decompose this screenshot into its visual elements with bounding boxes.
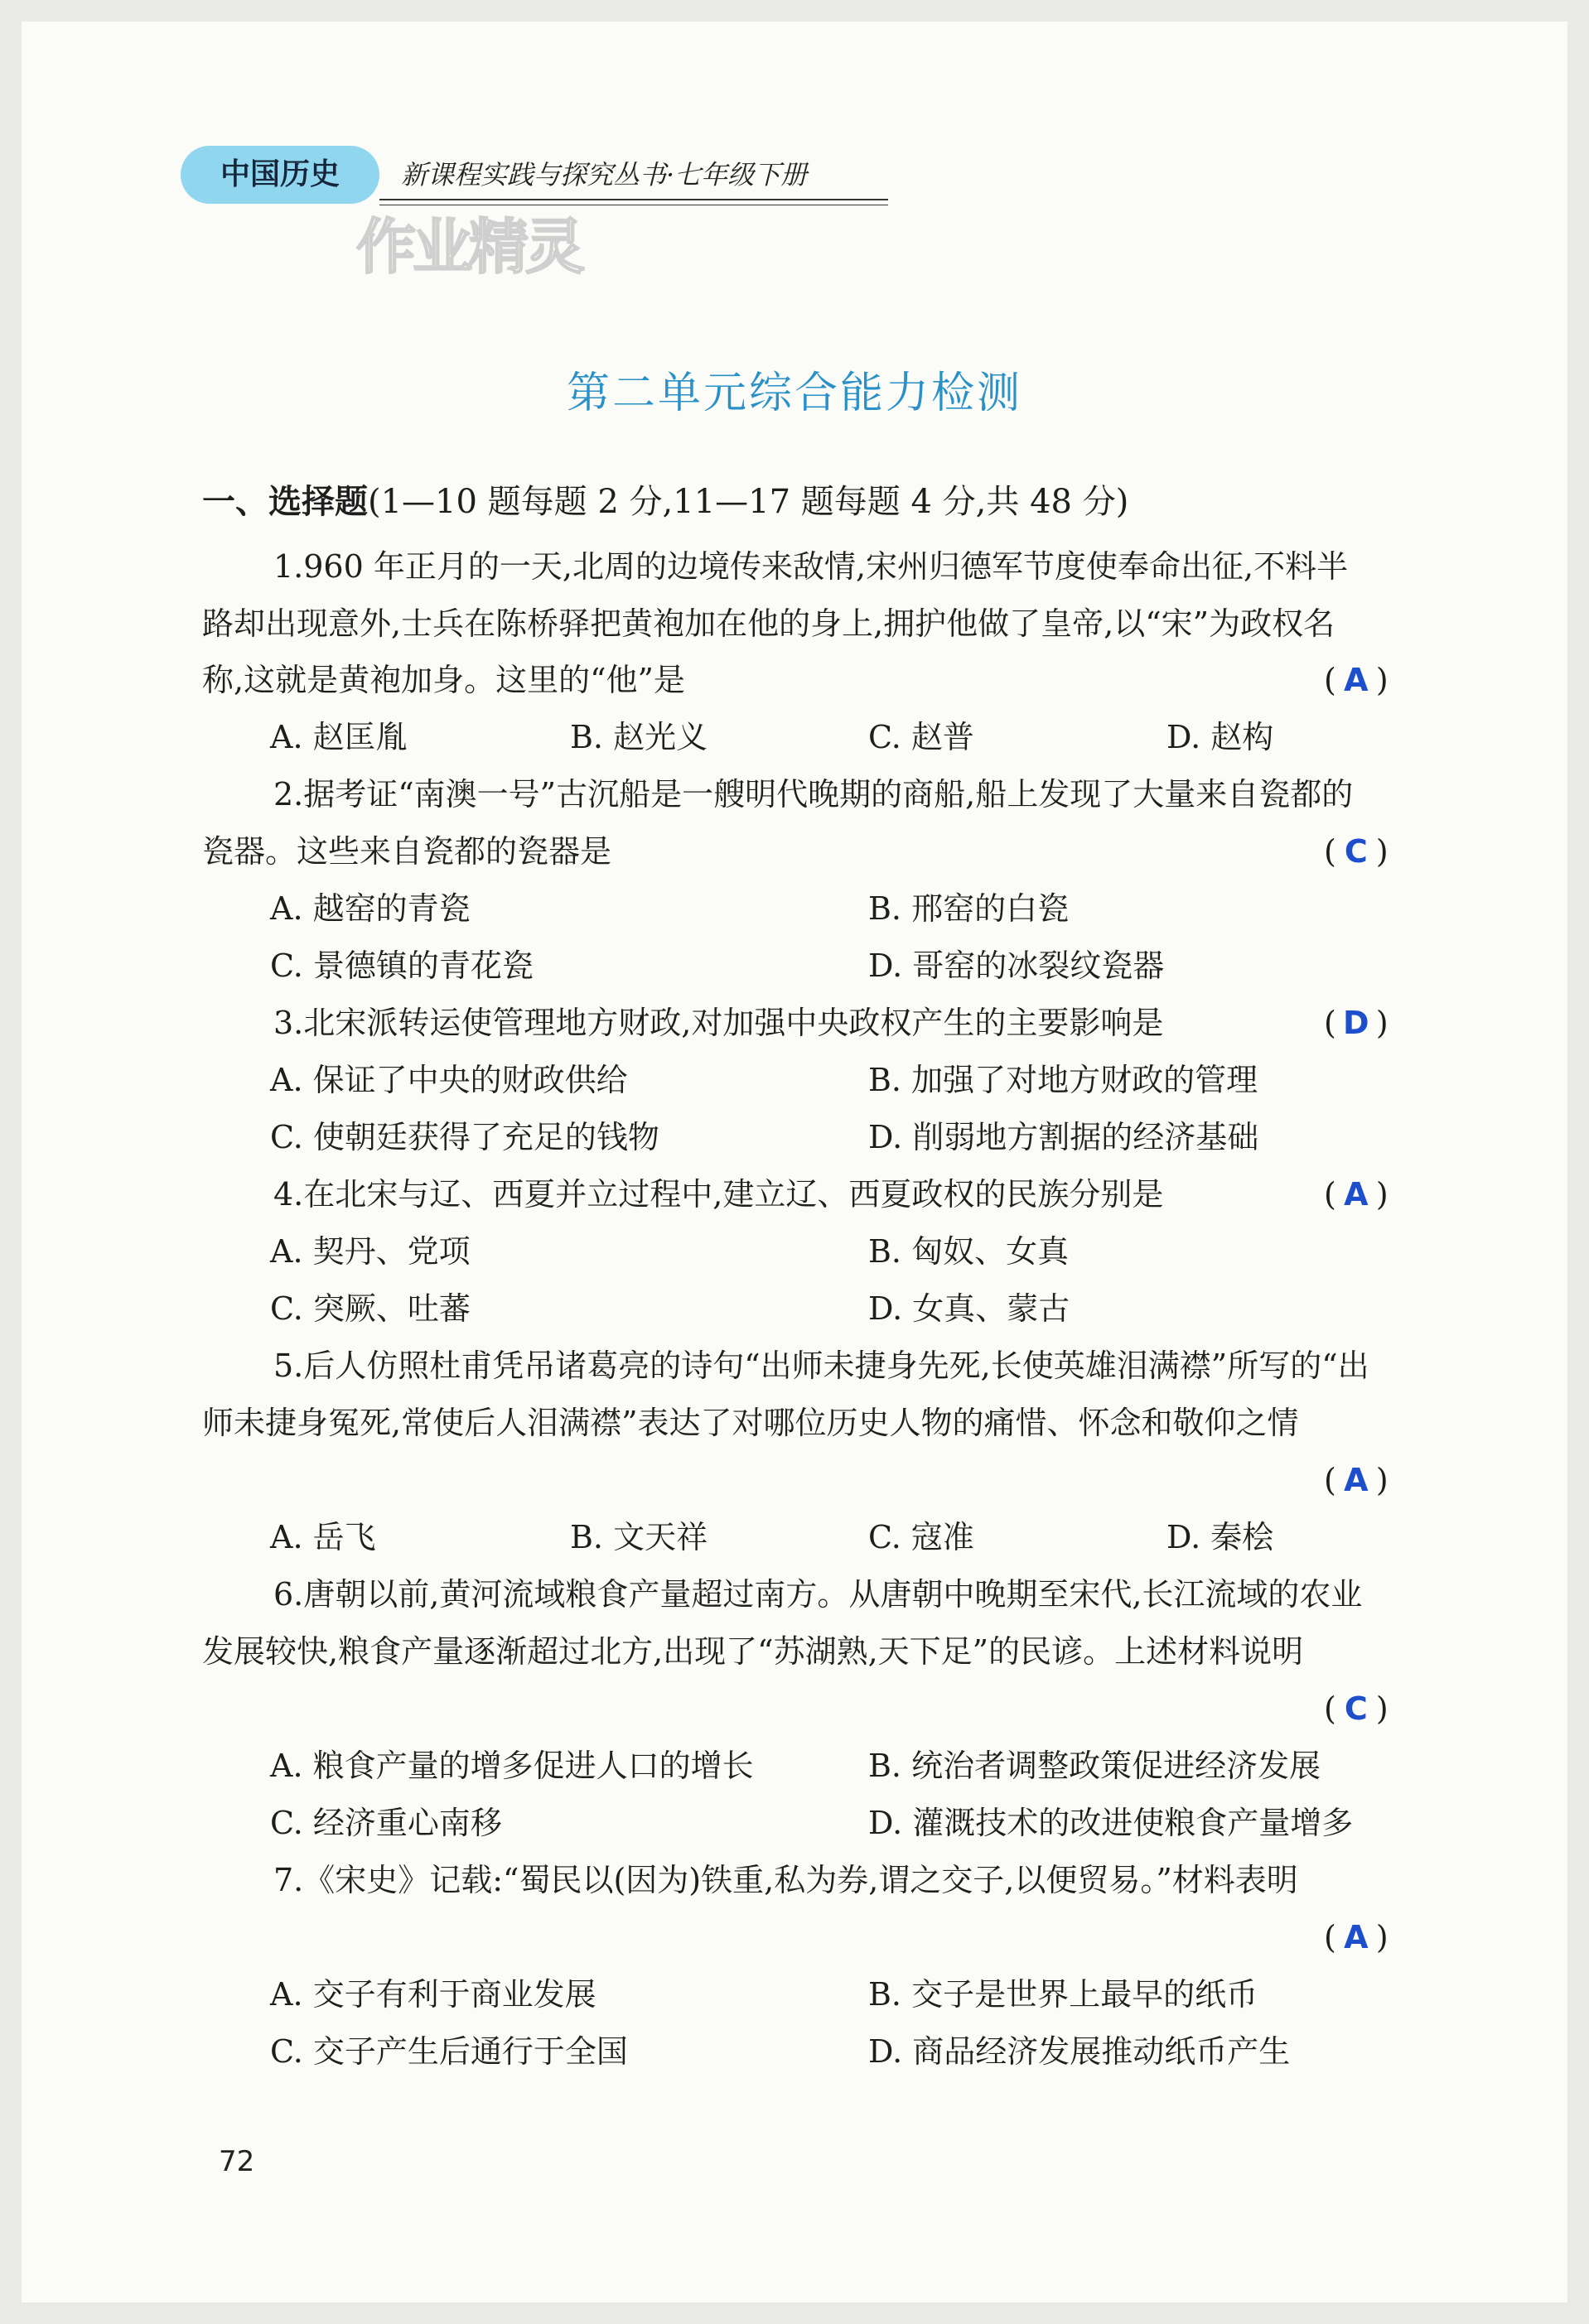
section-label: 一、选择题 <box>202 483 368 521</box>
q2-option-a: A. 越窑的青瓷 <box>270 890 471 927</box>
q2-option-d: D. 哥窑的冰裂纹瓷器 <box>868 947 1165 984</box>
page-number: 72 <box>219 2145 255 2178</box>
q6-option-d: D. 灌溉技术的改进使粮食产量增多 <box>868 1805 1354 1841</box>
q6-option-c: C. 经济重心南移 <box>270 1805 502 1841</box>
q3-answer: ( D ) <box>1324 1005 1389 1041</box>
q2-option-b: B. 邢窑的白瓷 <box>868 890 1070 927</box>
q7-line-1: 7.《宋史》记载:“蜀民以(因为)铁重,私为券,谓之交子,以便贸易。”材料表明 <box>273 1862 1298 1898</box>
section-note: (1—10 题每题 2 分,11—17 题每题 4 分,共 48 分) <box>368 483 1129 521</box>
q5-option-d: D. 秦桧 <box>1166 1519 1274 1555</box>
q3-option-a: A. 保证了中央的财政供给 <box>270 1062 628 1098</box>
q3-option-d: D. 削弱地方割据的经济基础 <box>868 1119 1259 1155</box>
q1-answer: ( A ) <box>1324 662 1389 698</box>
q3-answer-letter: D <box>1343 1005 1369 1041</box>
q7-answer: ( A ) <box>1324 1919 1389 1955</box>
q5-option-b: B. 文天祥 <box>570 1519 708 1555</box>
q6-line-1: 6.唐朝以前,黄河流域粮食产量超过南方。从唐朝中晚期至宋代,长江流域的农业 <box>273 1576 1363 1613</box>
q6-answer-letter: C <box>1344 1690 1368 1727</box>
q5-answer: ( A ) <box>1324 1462 1389 1498</box>
q7-option-d: D. 商品经济发展推动纸币产生 <box>868 2033 1291 2070</box>
q3-option-b: B. 加强了对地方财政的管理 <box>868 1062 1258 1098</box>
q5-line-2: 师未捷身冤死,常使后人泪满襟”表达了对哪位历史人物的痛惜、怀念和敬仰之情 <box>202 1405 1299 1441</box>
q7-option-b: B. 交子是世界上最早的纸币 <box>868 1976 1258 2013</box>
subject-badge: 中国历史 <box>181 146 379 204</box>
q2-answer: ( C ) <box>1324 833 1389 870</box>
q1-answer-letter: A <box>1344 662 1369 698</box>
q5-option-c: C. 寇准 <box>868 1519 974 1555</box>
q4-option-a: A. 契丹、党项 <box>270 1233 471 1270</box>
series-title: 新课程实践与探究丛书·七年级下册 <box>401 159 808 190</box>
q4-option-d: D. 女真、蒙古 <box>868 1290 1070 1327</box>
q1-line-3: 称,这就是黄袍加身。这里的“他”是 <box>202 662 685 698</box>
q7-answer-letter: A <box>1344 1919 1369 1955</box>
q6-answer: ( C ) <box>1324 1690 1389 1727</box>
unit-title: 第二单元综合能力检测 <box>566 369 1022 418</box>
q6-option-b: B. 统治者调整政策促进经济发展 <box>868 1748 1321 1784</box>
q5-option-a: A. 岳飞 <box>270 1519 376 1555</box>
q1-option-b: B. 赵光义 <box>570 719 708 755</box>
q1-line-1: 1.960 年正月的一天,北周的边境传来敌情,宋州归德军节度使奉命出征,不料半 <box>273 548 1349 585</box>
q2-line-2: 瓷器。这些来自瓷都的瓷器是 <box>202 833 612 870</box>
q1-line-2: 路却出现意外,士兵在陈桥驿把黄袍加在他的身上,拥护他做了皇帝,以“宋”为政权名 <box>202 605 1335 642</box>
q6-option-a: A. 粮食产量的增多促进人口的增长 <box>270 1748 754 1784</box>
q2-answer-letter: C <box>1344 833 1368 870</box>
q1-option-c: C. 赵普 <box>868 719 974 755</box>
watermark: 作业精灵 <box>356 212 582 282</box>
q4-answer-letter: A <box>1344 1176 1369 1213</box>
q6-line-2: 发展较快,粮食产量逐渐超过北方,出现了“苏湖熟,天下足”的民谚。上述材料说明 <box>202 1633 1304 1670</box>
q5-line-1: 5.后人仿照杜甫凭吊诸葛亮的诗句“出师未捷身先死,长使英雄泪满襟”所写的“出 <box>273 1348 1369 1384</box>
q3-option-c: C. 使朝廷获得了充足的钱物 <box>270 1119 659 1155</box>
q1-option-a: A. 赵匡胤 <box>270 719 408 755</box>
q4-line-1: 4.在北宋与辽、西夏并立过程中,建立辽、西夏政权的民族分别是 <box>273 1176 1164 1213</box>
q5-answer-letter: A <box>1344 1462 1369 1498</box>
q4-option-c: C. 突厥、吐蕃 <box>270 1290 471 1327</box>
q4-answer: ( A ) <box>1324 1176 1389 1213</box>
q7-option-a: A. 交子有利于商业发展 <box>270 1976 596 2013</box>
q2-line-1: 2.据考证“南澳一号”古沉船是一艘明代晚期的商船,船上发现了大量来自瓷都的 <box>273 776 1354 812</box>
q1-option-d: D. 赵构 <box>1166 719 1274 755</box>
q2-option-c: C. 景德镇的青花瓷 <box>270 947 534 984</box>
q7-option-c: C. 交子产生后通行于全国 <box>270 2033 628 2070</box>
q4-option-b: B. 匈奴、女真 <box>868 1233 1070 1270</box>
q3-line-1: 3.北宋派转运使管理地方财政,对加强中央政权产生的主要影响是 <box>273 1005 1164 1041</box>
section-heading <box>202 475 1128 523</box>
